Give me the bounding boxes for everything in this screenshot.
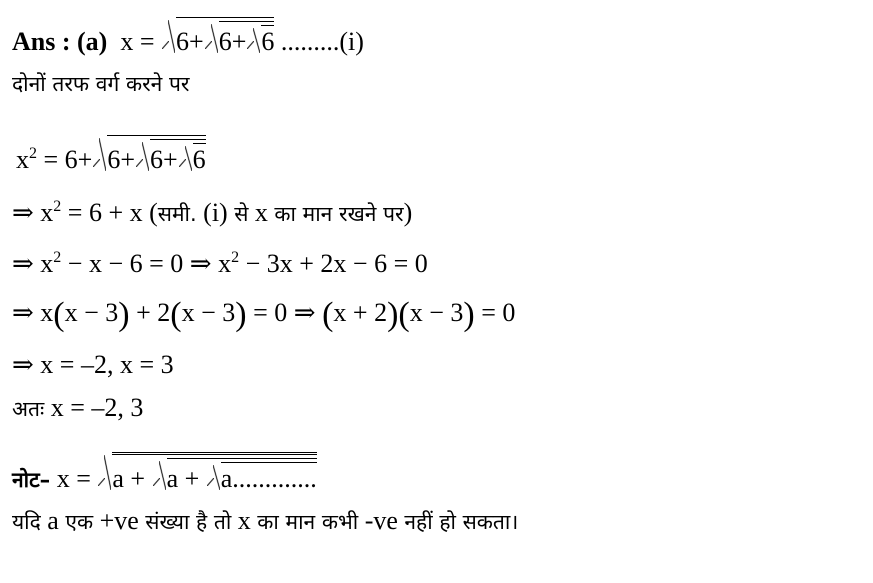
atah-value: x = –2, 3 [44, 393, 144, 422]
answer-label: Ans : (a) [12, 27, 108, 56]
radical-note-outer: a + a + a............. [98, 452, 316, 492]
eq1-lhs: x = [120, 27, 155, 56]
radical-outer: 6+ 6+ 6 [162, 17, 274, 55]
answer-line [12, 17, 364, 55]
squared-equation: $x^2 = 6+ 6+ 6+ 6$ [16, 135, 206, 173]
roots-line: ⇒ x = –2, x = 3 [12, 350, 174, 379]
implies-icon: ⇒ [12, 350, 34, 379]
radical-middle: 6+ 6 [205, 21, 275, 55]
radical-outer-2: 6+ 6+ 6 [93, 135, 205, 173]
eq1-tag: .........(i) [280, 27, 364, 56]
implies-icon: ⇒ [293, 298, 316, 327]
implies-icon: ⇒ [189, 249, 212, 278]
hindi-squaring-text: दोनों तरफ वर्ग करने पर [12, 72, 190, 96]
radical-inner: 6 [247, 25, 274, 55]
factorization-line: ⇒ x(x − 3) + 2(x − 3) = 0 ⇒ (x + 2)(x − 3) = 0 [12, 296, 516, 333]
quadratic-line: ⇒ $x^2 - x - 6 = 0$ ⇒ $x^2 - 3x + 2x - 6 = 0$ [12, 249, 428, 278]
atah-label: अतः [12, 397, 45, 421]
implies-icon: ⇒ [12, 198, 34, 227]
substitution-line: ⇒ $x^2 = 6 + x$ (समी. (i) से x का मान रखने पर) [12, 198, 413, 227]
implies-icon: ⇒ [12, 249, 34, 278]
note-line: नोट– x = a + a + a............. [12, 452, 317, 492]
final-note-line: यदि a एक +ve संख्या है तो x का मान कभी -ve नहीं हो सकता। [12, 506, 519, 535]
conclusion-line [12, 395, 143, 421]
implies-icon: ⇒ [12, 298, 34, 327]
note-label: नोट– [12, 468, 51, 492]
